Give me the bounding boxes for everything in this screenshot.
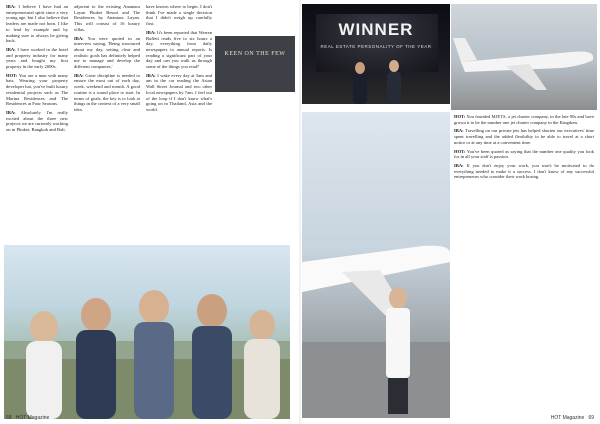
jet-photo-top	[451, 4, 597, 110]
paragraph: IBA: Absolutely. I'm really excited about the three new projects we are currently working on in Phuket, Bangkok and Bali.	[6, 109, 68, 133]
paragraph: adjacent to the existing Anantara Layan Phuket Resort and The Residences by Anantara Layan. This will consist of 16 luxury villas.	[74, 4, 140, 32]
paragraph: IBA: If you don't enjoy your work, you won't be motivated to do everything needed to make it a success. I don't know of any successful entrepreneurs who consider their work boring.	[454, 162, 594, 180]
paragraph: IBA: I believe I have had an entrepreneurial spirit since a very young age, but I also believe that leaders are made not born. I like to lead by example and by making sure to always be giving back.	[6, 4, 68, 44]
award-figures	[302, 4, 450, 104]
page-number: 69	[588, 415, 594, 421]
group-photo-illustration	[4, 245, 290, 419]
award-subtitle: REAL ESTATE PERSONALITY OF THE YEAR	[320, 44, 432, 49]
paragraph: HOT: You founded MJETS, a jet charter company, in the late 90s and have grown it to be the number one jet charter company in the Kingdom.	[454, 114, 594, 125]
paragraph: IBA: It's been reported that Warren Buffett reads five to six hours a day, everything from daily newspapers to annual reports. Is reading a significant part of your day and can you walk us through some of the things you read?	[146, 29, 212, 70]
group-photo	[4, 245, 290, 419]
paragraph: HOT: You are a man with many hats. Wearing your property developer hat, you've built luxury residential projects such as The Marina Residences and The Residences at Four Seasons.	[6, 72, 68, 107]
right-folio	[551, 415, 594, 421]
logo-text: KEEN ON THE FEW	[224, 51, 286, 57]
paragraph: IBA: I wake every day at 5am and am in the car reading the Asian Wall Street Journal and two other local newspapers by 7am. I feel out of the loop if I don't know what's going on in Thailand, Asia and the world.	[146, 72, 212, 112]
gutter	[299, 0, 301, 424]
left-column-2	[74, 4, 140, 242]
paragraph: IBA: Travelling on our private jets has helped shorten our executives' time spent travelling and the added flexibility to be able to travel at a short notice or at any time at a convenient time.	[454, 128, 594, 145]
left-column-1	[6, 4, 68, 242]
magazine-name: HOT Magazine	[550, 415, 585, 421]
jet-photo-main	[302, 112, 450, 418]
magazine-name: HOT Magazine	[15, 415, 50, 421]
paragraph: have known where to begin. I don't think I've made a single decision that I didn't weigh up carefully first.	[146, 4, 212, 27]
left-column-3	[146, 4, 212, 242]
paragraph: IBA: You were quoted in an interview saying, 'Being structured about my day, setting clear and realistic goals has definitely helped me to manage and develop the different companies.'	[74, 35, 140, 70]
right-column-1	[454, 114, 594, 414]
award-stage-photo	[302, 4, 450, 104]
page-number: 68	[6, 415, 12, 421]
jet-illustration-top	[451, 4, 597, 110]
paragraph: HOT: You've been quoted as saying that the number one quality you look for in all your staff is passion.	[454, 148, 594, 160]
jet-illustration-main	[302, 112, 450, 418]
paragraph: IBA: I have worked in the hotel and property industry for many years and bought my first property in the early 2000s.	[6, 46, 68, 70]
left-folio	[6, 415, 49, 421]
logo-card-photo	[215, 36, 295, 92]
winner-title: WINNER	[338, 20, 414, 39]
paragraph: IBA: Great discipline is needed to ensure the most out of each day, week, weekend and month. A good routine is a sound place to start. In terms of goals, the key is to look at things in the context of a very small idea.	[74, 72, 140, 112]
